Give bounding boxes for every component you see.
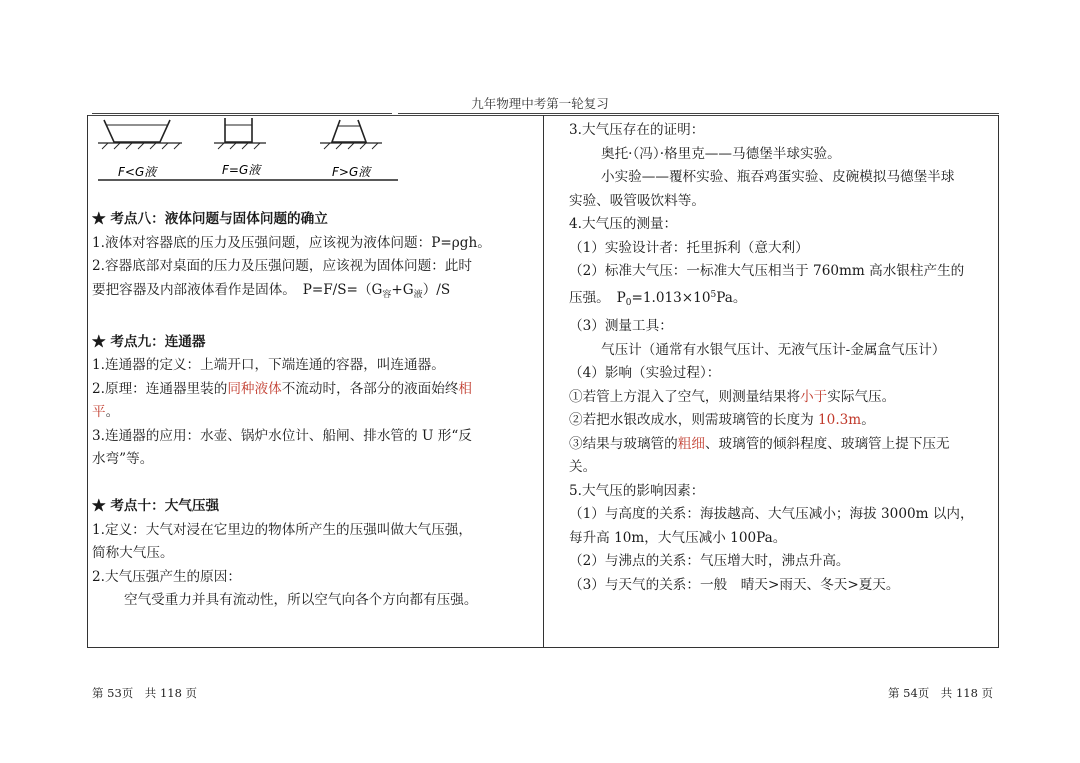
column-divider (543, 115, 544, 648)
section-9-line-3a: 3.连通器的应用：水壶、锅炉水位计、船闸、排水管的 U 形“反 (92, 427, 472, 444)
right-line-7: （3）测量工具： (569, 318, 673, 334)
section-9-line-2b: 平。 (92, 404, 120, 420)
section-10-title: ★ 考点十：大气压强 (92, 498, 220, 514)
section-8-line-2a: 2.容器底部对桌面的压力及压强问题，应该视为固体问题：此时 (92, 258, 472, 274)
page-header: 九年物理中考第一轮复习 (471, 96, 609, 111)
right-line-1: 3.大气压存在的证明： (569, 122, 705, 138)
right-line-15: （2）与沸点的关系：气压增大时，沸点升高。 (569, 553, 850, 569)
right-line-10: ①若管上方混入了空气，则测量结果将小于实际气压。 (569, 388, 896, 405)
right-line-9: （4）影响（实验过程）： (569, 365, 721, 381)
right-line-2: 奥托·（冯）·格里克——马德堡半球实验。 (601, 145, 841, 162)
section-10-line-1a: 1.定义：大气对浸在它里边的物体所产生的压强叫做大气压强， (92, 521, 472, 538)
right-line-12b: 关。 (569, 459, 597, 475)
section-8-line-2b: 要把容器及内部液体看作是固体。 $P=F/S=(G_容+G_液)/S$ (92, 281, 451, 300)
right-column (569, 119, 994, 597)
right-line-6b: 压强。 $P_0=1.013\times 10^5Pa$。 (569, 289, 747, 308)
right-line-5: （1）实验设计者：托里拆利（意大利） (569, 239, 809, 256)
footer-left-page-number: 第 53页 共 118 页 (92, 686, 198, 700)
container-wide-top (104, 120, 170, 142)
right-line-8: 气压计（通常有水银气压计、无液气压计-金属盒气压计） (601, 341, 946, 358)
section-8-title: ★ 考点八：液体问题与固体问题的确立 (92, 211, 328, 227)
header-rule-right (398, 113, 999, 114)
right-line-6a: （2）标准大气压：一标准大气压相当于 760mm 高水银柱产生的 (569, 263, 965, 279)
container-narrow-top (332, 120, 366, 142)
section-9-line-3b: 水弯”等。 (92, 451, 154, 467)
right-line-16: （3）与天气的关系：一般 晴天>雨天、冬天>夏天。 (569, 576, 900, 593)
section-9-title: ★ 考点九：连通器 (92, 333, 206, 350)
right-line-14a: （1）与高度的关系：海拔越高、大气压减小；海拔 3000m 以内， (569, 506, 974, 522)
container-pressure-figure (92, 116, 400, 188)
figure-label-2: F=G液 (222, 163, 261, 177)
footer-right-page-number: 第 54页 共 118 页 (888, 686, 994, 700)
section-9-line-2: 2.原理：连通器里装的同种液体不流动时，各部分的液面始终相 (92, 380, 473, 397)
figure-label-1: F<G液 (118, 165, 157, 179)
header-rule-left (92, 113, 392, 114)
right-line-11: ②若把水银改成水，则需玻璃管的长度为 10.3m。 (569, 412, 875, 428)
right-line-14b: 每升高 10m，大气压减小 100Pa。 (569, 529, 787, 546)
figure-label-3: F>G液 (332, 165, 371, 179)
section-10-line-2: 2.大气压强产生的原因： (92, 568, 241, 585)
section-8-line-1: 1.液体对容器底的压力及压强问题，应该视为液体问题：P=ρgh。 (92, 234, 491, 251)
left-column (92, 208, 532, 613)
right-line-13: 5.大气压的影响因素： (569, 482, 705, 499)
right-line-3b: 实验、吸管吸饮料等。 (569, 192, 705, 209)
container-straight (225, 118, 252, 142)
section-10-line-1b: 简称大气压。 (92, 545, 174, 561)
section-9-line-1: 1.连通器的定义：上端开口，下端连通的容器，叫连通器。 (92, 357, 445, 373)
section-10-line-3: 空气受重力并具有流动性，所以空气向各个方向都有压强。 (124, 592, 478, 608)
right-line-3a: 小实验——覆杯实验、瓶吞鸡蛋实验、皮碗模拟马德堡半球 (601, 169, 955, 185)
right-line-12: ③结果与玻璃管的粗细、玻璃管的倾斜程度、玻璃管上提下压无 (569, 435, 950, 452)
right-line-4: 4.大气压的测量： (569, 216, 678, 232)
